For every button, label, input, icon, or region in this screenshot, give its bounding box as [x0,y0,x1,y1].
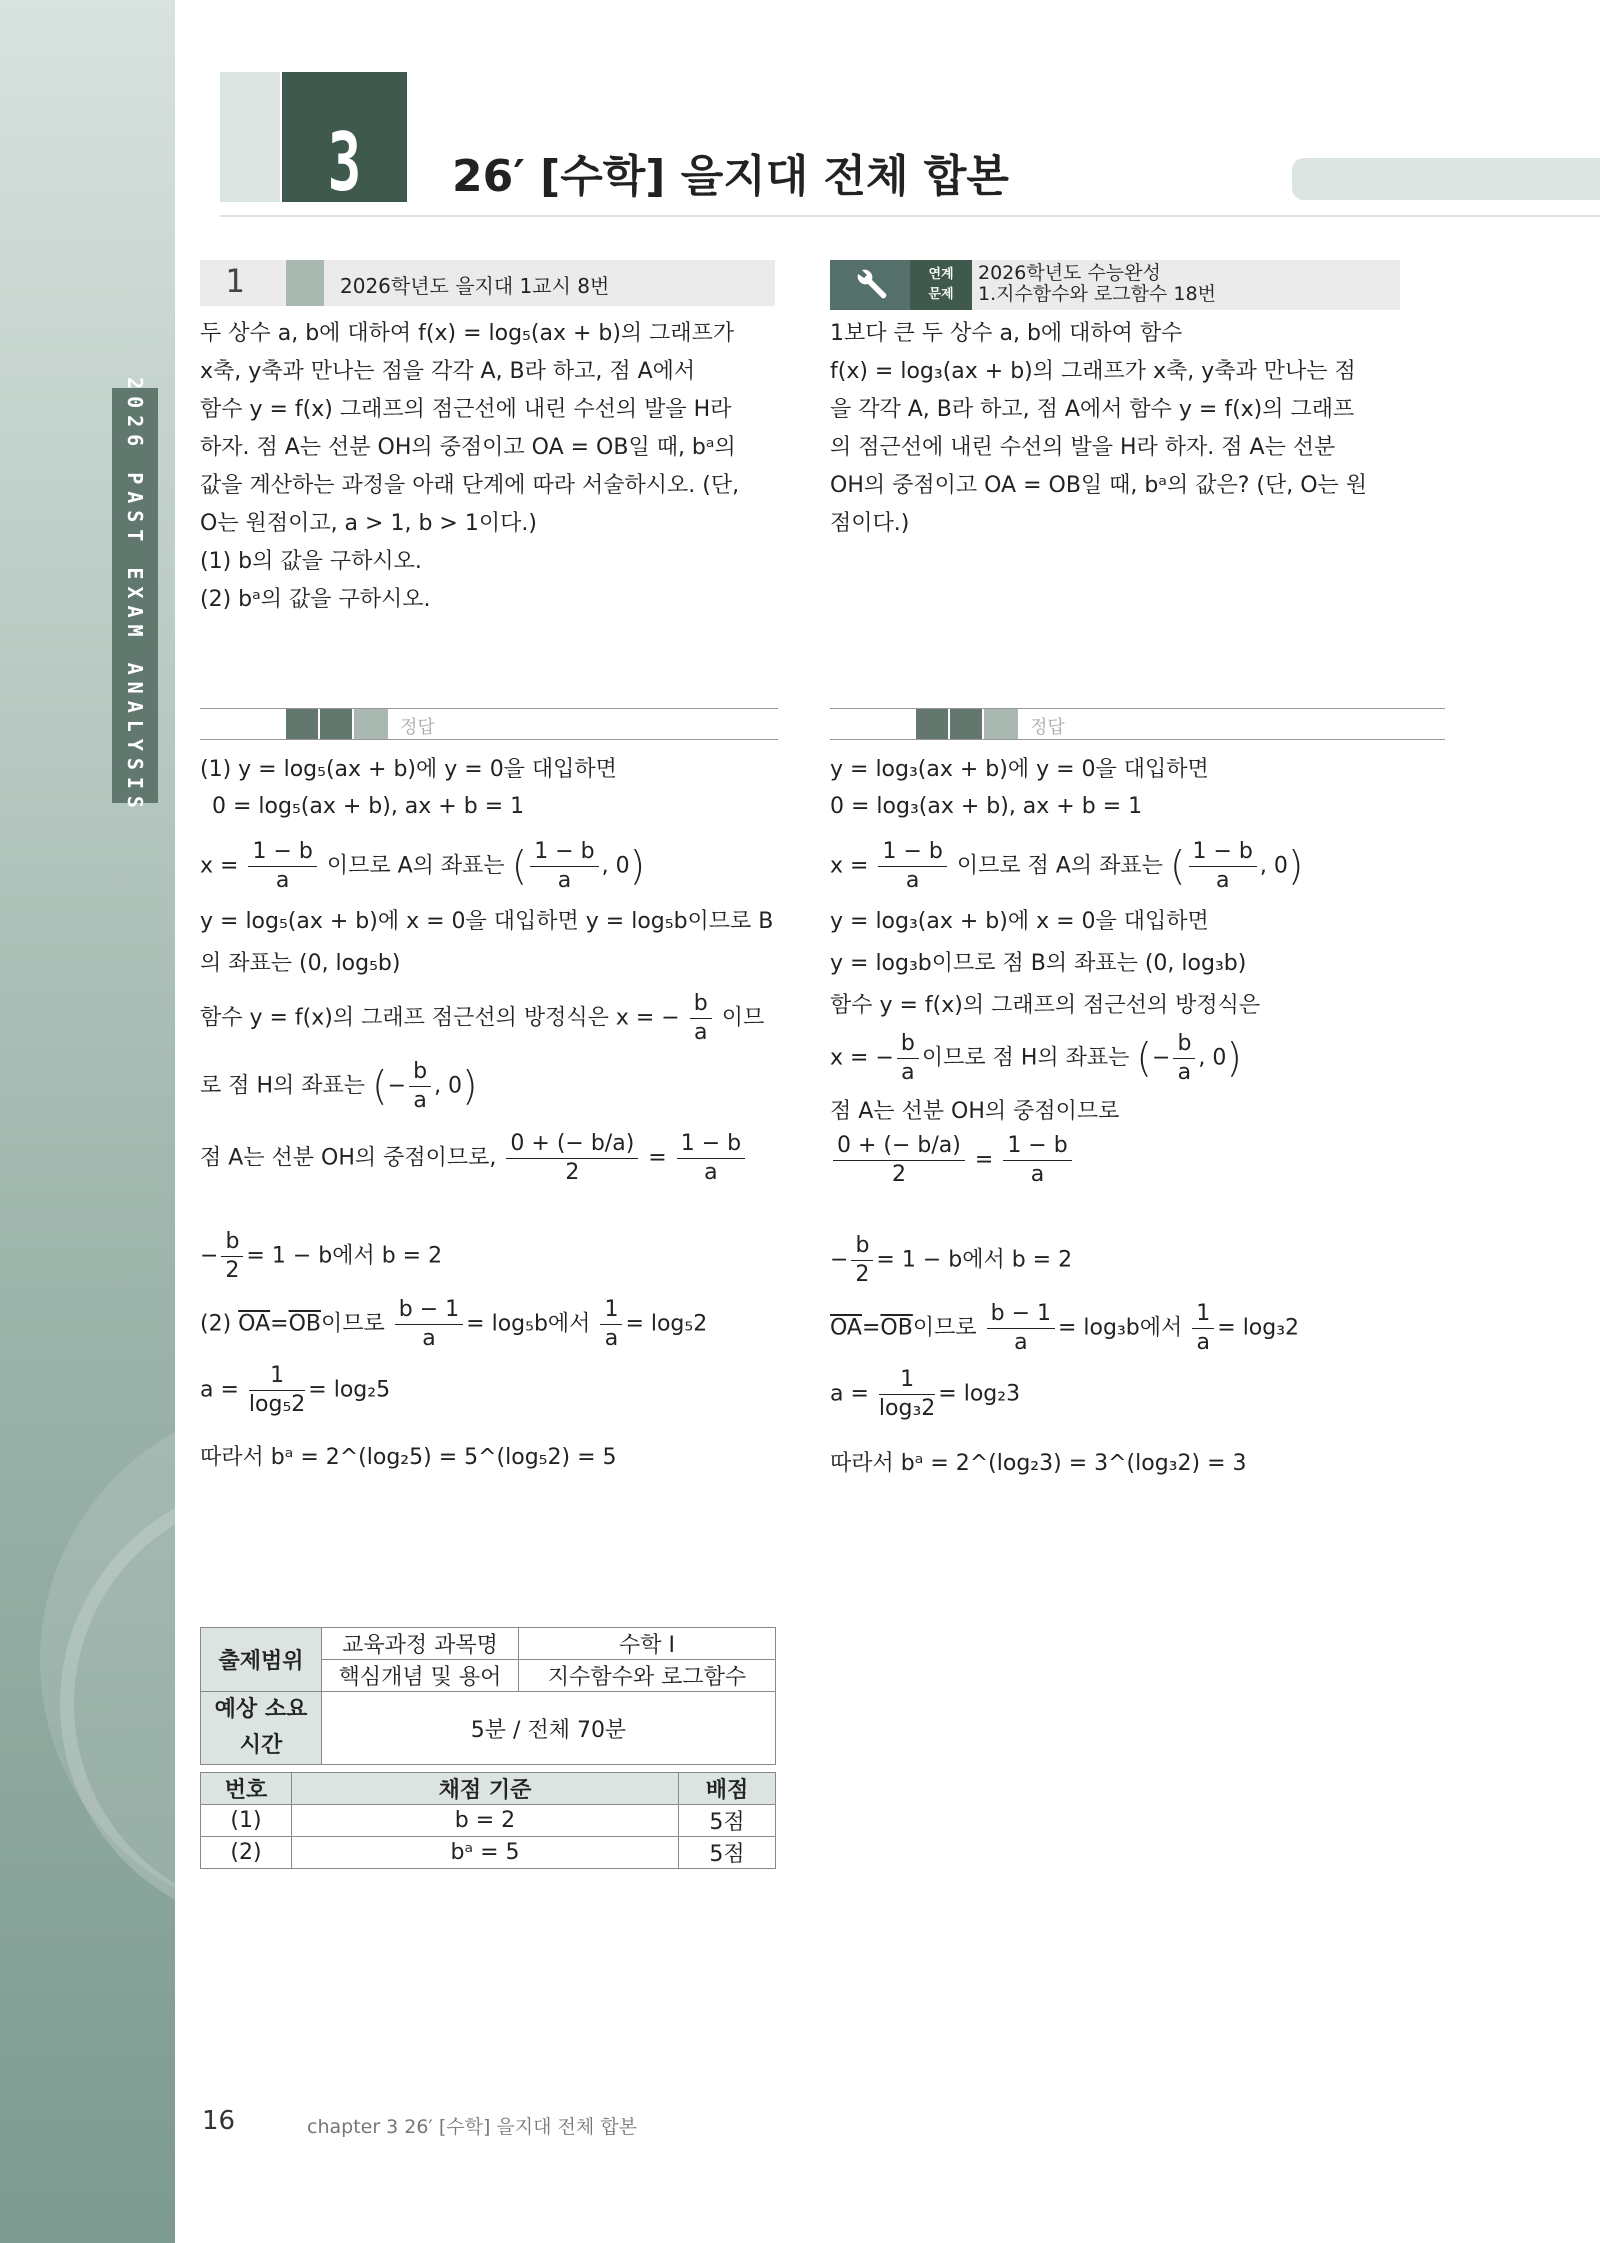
answer-label: 정답 [1030,717,1065,738]
row-criterion: b = 2 [292,1805,679,1837]
sol1-text: 점 A는 선분 OH의 중점이므로, [200,1145,497,1171]
fraction [878,838,946,895]
score-table [200,1772,776,1869]
answer-bar-block [320,709,352,739]
fraction [690,990,712,1047]
problem2-line: f(x) = log₃(ax + b)의 그래프가 x축, y축과 만나는 점 [830,359,1356,384]
sol2-line: 점 A는 선분 OH의 중점이므로 [830,1099,1120,1124]
fraction [530,838,598,895]
denominator: a [1196,1330,1210,1355]
sol2-text: x = − [830,1045,894,1071]
sol2-line [830,1300,1299,1357]
sol1-text: 로 점 H의 좌표는 [200,1073,366,1099]
sol2-text: , 0 [1198,1045,1227,1071]
problem2-source-line1: 2026학년도 수능완성 [978,262,1161,284]
paren: ) [629,843,646,890]
segment-oa: $\overline{OA}$ [830,1315,862,1341]
concept-value: 지수함수와 로그함수 [519,1660,776,1692]
answer-bar-block [354,709,388,739]
fraction [1189,838,1257,895]
row-criterion: bᵃ = 5 [292,1837,679,1869]
time-label [201,1692,322,1765]
sol2-line: 함수 y = f(x)의 그래프의 점근선의 방정식은 [830,993,1261,1018]
fraction [1003,1132,1071,1189]
fraction [1173,1030,1195,1087]
denominator: 2 [225,1258,240,1283]
sol2-text: 이므로 [912,1315,977,1341]
sol2-line [830,1366,1020,1423]
paren: ) [1226,1035,1242,1082]
fraction [221,1228,243,1285]
answer-bar-block [286,709,318,739]
sol2-text: = [861,1315,881,1341]
problem2-line: 1보다 큰 두 상수 a, b에 대하여 함수 [830,321,1183,346]
sol1-line: y = log₅(ax + b)에 x = 0을 대입하면 y = log₅b이므로 B [200,909,774,934]
sol2-line [830,1030,1242,1087]
problem2-line: 의 점근선에 내린 수선의 발을 H라 하자. 점 A는 선분 [830,435,1336,460]
sol1-text: , 0 [434,1073,463,1099]
numerator: b [409,1058,431,1087]
sol2-line: y = log₃(ax + b)에 x = 0을 대입하면 [830,909,1209,934]
answer-bar-2 [830,708,1445,740]
problem1-marker [286,260,324,306]
sol1-text: 이므 [721,1005,765,1031]
table-row [201,1837,776,1869]
numerator: b [690,990,712,1019]
sol1-text: − [387,1073,407,1099]
row-score: 5점 [679,1837,776,1869]
problem1-line: O는 원점이고, a > 1, b > 1이다.) [200,511,537,536]
denominator: log₃2 [878,1396,936,1421]
denominator: a [905,868,920,893]
sol1-text: , 0 [601,853,630,879]
numerator: 1 − b [677,1130,745,1159]
sol1-line: 0 = log₅(ax + b), ax + b = 1 [212,794,525,819]
score-header-no: 번호 [201,1773,292,1805]
numerator: b [1173,1030,1195,1059]
sol1-text: 이므로 A의 좌표는 [326,853,505,879]
sol1-text: = log₂5 [308,1377,391,1403]
numerator: 1 [879,1366,935,1395]
sol1-text: x = [200,853,239,879]
fraction [395,1296,463,1353]
score-header-points: 배점 [679,1773,776,1805]
sol1-line [200,1362,390,1419]
numerator: 1 [1192,1300,1214,1329]
denominator: a [422,1326,436,1351]
answer-bar-block [950,709,982,739]
fraction [987,1300,1055,1357]
sol1-text: 이므로 [321,1311,385,1337]
numerator: 1 − b [248,838,316,867]
row-no: (2) [201,1837,292,1869]
sol2-text: 이므로 점 A의 좌표는 [956,853,1163,879]
score-header-criterion: 채점 기준 [292,1773,679,1805]
chapter-number: 3 [327,116,362,209]
sol1-text: = log₅2 [625,1311,708,1337]
problem1-header [200,260,775,306]
sol2-text: x = [830,853,869,879]
problem1-line: x축, y축과 만나는 점을 각각 A, B라 하고, 점 A에서 [200,359,696,384]
fraction [851,1232,873,1289]
numerator: 1 [249,1362,305,1391]
sol2-text: 이므로 점 H의 좌표는 [921,1045,1130,1071]
course-value: 수학 I [519,1628,776,1660]
problem2-source [978,263,1216,305]
sol1-line [200,1058,478,1115]
problem2-line: 을 각각 A, B라 하고, 점 A에서 함수 y = f(x)의 그래프 [830,397,1355,422]
fraction [833,1132,965,1189]
sol2-line: 따라서 bᵃ = 2^(log₂3) = 3^(log₃2) = 3 [830,1451,1247,1476]
fraction [409,1058,431,1115]
sol2-line: y = log₃(ax + b)에 y = 0을 대입하면 [830,757,1209,782]
fraction [506,1130,638,1187]
tag-line-2: 문제 [928,287,954,302]
sol2-text: a = [830,1381,869,1407]
numerator: b [221,1228,243,1257]
info-table [200,1627,776,1765]
sol2-text: = 1 − b에서 b = 2 [876,1247,1073,1273]
sol1-line [200,990,764,1047]
sol2-line [830,1232,1072,1289]
problem1-line: 두 상수 a, b에 대하여 f(x) = log₅(ax + b)의 그래프가 [200,321,735,346]
denominator: a [413,1088,427,1113]
numerator: b [897,1030,919,1059]
header-tab [1292,158,1600,200]
side-label: 2026 PAST EXAM ANALYSIS [123,377,147,815]
header-light-block [220,72,280,202]
wrench-icon [830,260,910,310]
segment-ob: $\overline{OB}$ [880,1315,913,1341]
problem2-body [830,315,1400,543]
denominator: 2 [565,1160,580,1185]
numerator: 1 [600,1296,622,1325]
sol1-text: = log₅b에서 [466,1311,591,1337]
sol2-text: − [830,1247,849,1273]
paren: ) [1287,843,1304,890]
paren: ( [1169,843,1186,890]
sol1-text: = [270,1311,289,1337]
fraction [677,1130,745,1187]
row-no: (1) [201,1805,292,1837]
denominator: log₅2 [248,1392,306,1417]
numerator: 1 − b [530,838,598,867]
sol1-text: = [648,1145,667,1171]
problem2-line: OH의 중점이고 OA = OB일 때, bᵃ의 값은? (단, O는 원 [830,473,1368,498]
sol1-text: a = [200,1377,239,1403]
sol2-text: − [1152,1045,1171,1071]
sol1-line: (1) y = log₅(ax + b)에 y = 0을 대입하면 [200,757,617,782]
problem1-body [200,315,775,619]
sol1-text: 함수 y = f(x)의 그래프 점근선의 방정식은 x = − [200,1005,680,1031]
denominator: a [1014,1330,1028,1355]
fraction [879,1366,935,1423]
sol2-text: = log₂3 [938,1381,1021,1407]
problem1-line: 함수 y = f(x) 그래프의 점근선에 내린 수선의 발을 H라 [200,397,732,422]
sol2-text: = log₃2 [1217,1315,1300,1341]
denominator: a [901,1060,915,1085]
tag-line-1: 연계 [928,267,954,282]
time-label-line2: 시간 [239,1733,283,1758]
time-value: 5분 / 전체 70분 [322,1692,776,1765]
fraction [249,1362,305,1419]
sol2-line [830,1132,1075,1189]
linked-problem-tag [910,260,972,310]
problem2-header [830,260,1400,310]
problem1-line: 값을 계산하는 과정을 아래 단계에 따라 서술하시오. (단, [200,473,740,498]
denominator: a [693,1020,708,1045]
denominator: a [1030,1162,1045,1187]
sol2-line: y = log₃b이므로 점 B의 좌표는 (0, log₃b) [830,951,1247,976]
sol2-text: , 0 [1259,853,1288,879]
paren: ) [462,1063,478,1110]
numerator: b [851,1232,873,1261]
problem1-source: 2026학년도 을지대 1교시 8번 [340,274,610,298]
answer-bar-block [984,709,1018,739]
numerator: 0 + (− b/a) [506,1130,638,1159]
problem2-line: 점이다.) [830,511,910,536]
sol1-text: (2) [200,1311,232,1337]
sol1-line [200,1228,442,1285]
row-score: 5점 [679,1805,776,1837]
header-rule [220,215,1600,217]
denominator: a [275,868,290,893]
fraction [1192,1300,1214,1357]
numerator: 1 − b [1189,838,1257,867]
segment-oa: $\overline{OA}$ [238,1311,271,1337]
denominator: a [1215,868,1230,893]
sol1-line [200,838,645,895]
denominator: 2 [891,1162,906,1187]
denominator: a [604,1326,619,1351]
numerator: 1 − b [1003,1132,1071,1161]
sol1-line: 의 좌표는 (0, log₅b) [200,951,401,976]
problem1-subq: (1) b의 값을 구하시오. [200,549,422,574]
paren: ( [372,1063,388,1110]
answer-bar-block [916,709,948,739]
problem2-source-line2: 1.지수함수와 로그함수 18번 [978,283,1216,305]
problem1-line: 하자. 점 A는 선분 OH의 중점이고 OA = OB일 때, bᵃ의 [200,435,736,460]
range-label: 출제범위 [201,1628,322,1692]
denominator: a [704,1160,718,1185]
sol1-line [200,1296,707,1353]
numerator: 1 − b [878,838,946,867]
answer-label: 정답 [400,717,435,738]
problem1-subq: (2) bᵃ의 값을 구하시오. [200,587,431,612]
denominator: 2 [855,1262,870,1287]
fraction [248,838,316,895]
numerator: b − 1 [987,1300,1055,1329]
denominator: a [1177,1060,1192,1085]
paren: ( [1136,1035,1152,1082]
sol1-text: − [200,1243,219,1269]
concept-label: 핵심개념 및 용어 [322,1660,519,1692]
table-row [201,1805,776,1837]
answer-bar-1 [200,708,778,740]
sol1-line [200,1130,748,1187]
page-title: 26′ [수학] 을지대 전체 합본 [452,151,1009,202]
denominator: a [557,868,572,893]
sol1-line: 따라서 bᵃ = 2^(log₂5) = 5^(log₅2) = 5 [200,1445,617,1470]
numerator: 0 + (− b/a) [833,1132,965,1161]
side-strip [0,0,175,2243]
course-label: 교육과정 과목명 [322,1628,519,1660]
problem1-number: 1 [225,262,245,300]
sol2-text: = log₃b에서 [1058,1315,1183,1341]
paren: ( [511,843,528,890]
page-number: 16 [202,2106,236,2136]
sol2-line [830,838,1303,895]
sol1-text: = 1 − b에서 b = 2 [246,1243,443,1269]
numerator: b − 1 [395,1296,463,1325]
segment-ob: $\overline{OB}$ [288,1311,322,1337]
footer-text: chapter 3 26′ [수학] 을지대 전체 합본 [307,2116,637,2138]
time-label-line1: 예상 소요 [214,1697,308,1722]
fraction [897,1030,919,1087]
fraction [600,1296,622,1353]
sol2-line: 0 = log₃(ax + b), ax + b = 1 [830,794,1143,819]
sol2-text: = [974,1147,994,1173]
